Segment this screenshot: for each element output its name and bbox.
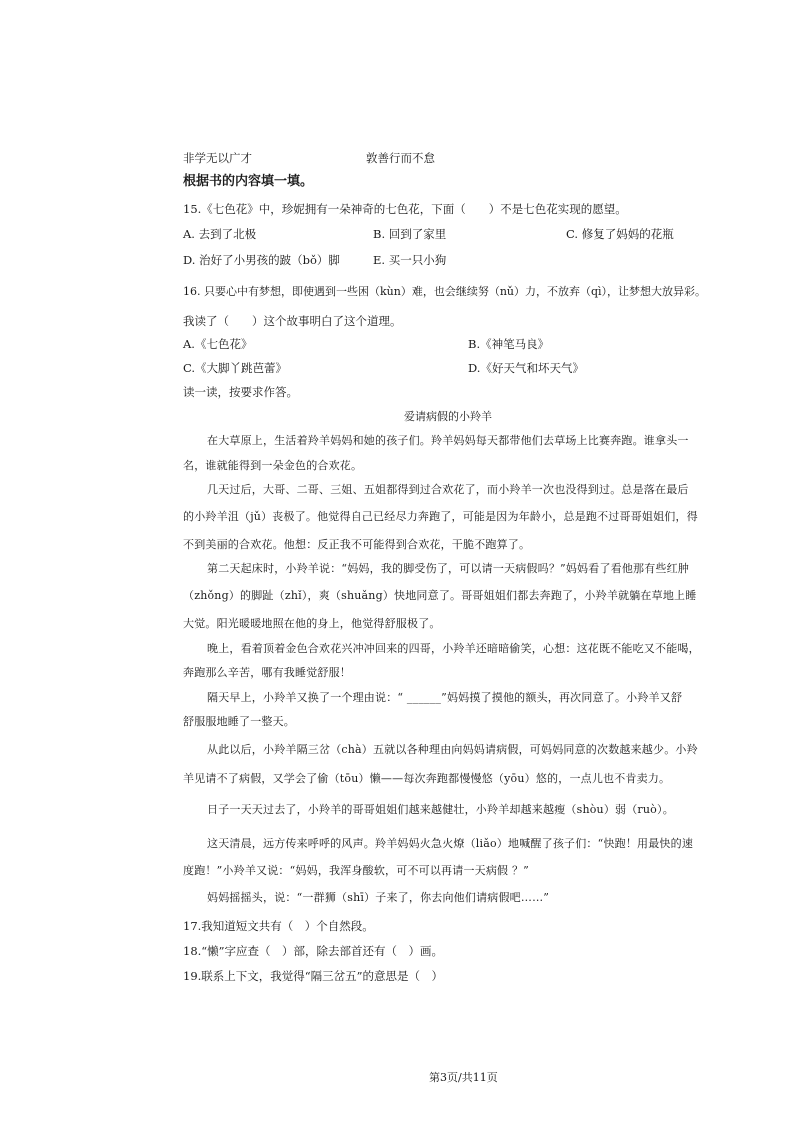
q16-option-a: A.《七色花》 <box>183 337 253 351</box>
q15-option-d: D. 治好了小男孩的跛（bǒ）脚 <box>183 253 340 267</box>
story-line: 大觉。阳光暖暖地照在他的身上，他觉得舒服极了。 <box>183 617 441 630</box>
q15-option-e: E. 买一只小狗 <box>373 253 447 267</box>
section-heading-fill-in: 根据书的内容填一填。 <box>183 174 314 189</box>
q16-option-d: D.《好天气和坏天气》 <box>468 361 584 375</box>
proverb-right: 敦善行而不怠 <box>366 151 435 165</box>
story-title: 爱请病假的小羚羊 <box>404 410 492 423</box>
story-line: 第二天起床时，小羚羊说：“妈妈，我的脚受伤了，可以请一天病假吗？”妈妈看了看他那有些红肿 <box>207 562 690 575</box>
q15-option-b: B. 回到了家里 <box>373 227 447 241</box>
q19-stem: 19.联系上下文，我觉得“隔三岔五”的意思是（ ） <box>183 969 444 983</box>
story-line: 从此以后，小羚羊隔三岔（chà）五就以各种理由向妈妈请病假，可妈妈同意的次数越来越少。小羚 <box>207 743 698 756</box>
story-line: 舒服服地睡了一整天。 <box>183 715 295 728</box>
story-line: 这天清晨，远方传来呼呼的风声。羚羊妈妈火急火燎（liǎo）地喊醒了孩子们：“快跑！用最快的速 <box>207 837 694 850</box>
story-line: 几天过后，大哥、二哥、三姐、五姐都得到过合欢花了，而小羚羊一次也没得到过。总是落在最后 <box>207 483 689 496</box>
q16-stem-line1: 16. 只要心中有梦想，即使遇到一些困（kùn）难，也会继续努（nǔ）力，不放弃（qì），让梦想大放异彩。 <box>183 285 707 298</box>
page-number: 第3页/共11页 <box>429 1071 498 1084</box>
story-line: 在大草原上，生活着羚羊妈妈和她的孩子们。羚羊妈妈每天都带他们去草场上比赛奔跑。谁拿头一 <box>207 434 689 447</box>
story-line: 度跑！”小羚羊又说：“妈妈，我浑身酸软，可不可以再请一天病假 ？” <box>183 864 529 877</box>
q18-stem: 18.“懒”字应查（ ）部，除去部首还有（ ）画。 <box>183 944 444 958</box>
story-line: 的小羚羊沮（jǔ）丧极了。他觉得自己已经尽力奔跑了，可能是因为年龄小，总是跑不过哥哥姐姐们，得 <box>183 510 698 523</box>
story-line: 晚上，看着顶着金色合欢花兴冲冲回来的四哥，小羚羊还暗暗偷笑，心想：这花既不能吃又不能喝， <box>207 642 700 655</box>
story-line: 名，谁就能得到一朵金色的合欢花。 <box>183 459 363 472</box>
q17-stem: 17.我知道短文共有（ ）个自然段。 <box>183 919 374 933</box>
story-line: 隔天早上，小羚羊又换了一个理由说：“ ______”妈妈摸了摸他的额头，再次同意了。小羚羊又舒 <box>207 691 683 704</box>
proverb-left: 非学无以广才 <box>183 151 252 165</box>
story-line: 妈妈摇摇头，说：“一群狮（shī）子来了，你去向他们请病假吧……” <box>207 891 550 904</box>
q16-stem-line2: 我读了（ ）这个故事明白了这个道理。 <box>183 314 402 328</box>
section-heading-reading: 读一读，按要求作答。 <box>183 385 298 399</box>
story-line: 不到美丽的合欢花。他想：反正我不可能得到合欢花，干脆不跑算了。 <box>183 538 531 551</box>
q15-stem: 15.《七色花》中，珍妮拥有一朵神奇的七色花，下面（ ）不是七色花实现的愿望。 <box>183 202 627 216</box>
q15-option-c: C. 修复了妈妈的花瓶 <box>566 227 674 241</box>
story-line: 奔跑那么辛苦，哪有我睡觉舒服！ <box>183 666 351 679</box>
story-line: 日子一天天过去了，小羚羊的哥哥姐姐们越来越健壮，小羚羊却越来越瘦（shòu）弱（ruò）。 <box>207 803 674 816</box>
q16-option-b: B.《神笔马良》 <box>468 337 550 351</box>
q15-option-a: A. 去到了北极 <box>183 227 257 241</box>
story-line: 羊见请不了病假，又学会了偷（tōu）懒——每次奔跑都慢慢悠（yōu）悠的，一点儿也不肯卖力。 <box>183 772 671 785</box>
story-line: （zhǒng）的脚趾（zhǐ），爽（shuǎng）快地同意了。哥哥姐姐们都去奔跑了，小羚羊就躺在草地上睡 <box>183 589 697 602</box>
q16-option-c: C.《大脚丫跳芭蕾》 <box>183 361 288 375</box>
